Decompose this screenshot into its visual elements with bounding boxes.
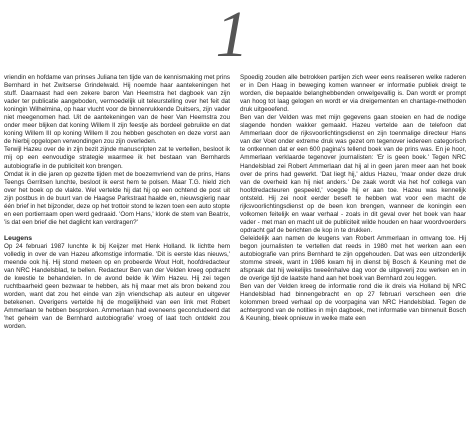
text-columns [4,74,466,331]
paragraph: Ben van der Velden was met mijn gegevens gaan stoeien en had de nodige slagende honden wakker gemaakt. Hazeu vertelde aan de telefoon dat Ammerlaan door de rijksvoorlichtingsdienst en zijn toenmalige directeur Hans van der Voet onder extreme druk was gezet om tegenover iedereen categorisch te ontkennen dat er een 600 pagina's tellend boek van de prins was. En je hoor, Ammerlaan verklaarde tegenover journalisten: 'Er is geen boek.' Tegen NRC Handelsblad zei Robert Ammerlaan dat hij al in geen jaren meer aan het boek over de prins had gewerkt. 'Dat liegt hij,' aldus Hazeu, 'maar onder deze druk van de overheid kan hij niet anders.' De zaak wordt via het hof collega van hoofdredacteuren gespeeld,' voegde hij er aan toe. Hazeu was kennelijk ontsteld. Hij zei nooit eerder beseft te hebben wat voor een macht de rijksvoorlichtingsdienst op de been kon brengen, wanneer de koningin een volkomen feitelijk en waar verhaal - zoals in dit geval over het boek van haar vader - met man en macht uit de publiciteit wilde houden en haar woordvoerders opdracht gaf de berichten de kop in te drukken. [240,114,466,234]
paragraph: Op 24 februari 1987 lunchte ik bij Keijzer met Henk Holland. Ik lichtte hem volledig in over de van Hazeu afkomstige informatie. 'Dit is eerste klas nieuws,' meende ook hij. Hij stond meteen op en probeerde Wout Holt, hoofdredacteur van NRC Handelsblad, te bellen. Redacteur Ben van der Velden kreeg opdracht de kwestie te behandelen. In de avond belde ik Wim Hazeu. Hij zei tegen ruchtbaarheid geen bezwaar te hebben, als hij maar met als bron bekend zou worden, want dat zou het einde van zijn vriendschap als auteur en uitgever betekenen. Overigens vertelde hij de mogelijkheid van een link met Robert Ammerlaan te hebben besproken. Ammerlaan had eveneens geconcludeerd dat 'het geheim van de Bernhard autobiografie' vroeg of laat toch ontdekt zou worden. [4,242,230,331]
section-heading: Leugens [4,234,33,242]
chapter-number [212,0,252,70]
left-column [4,74,230,331]
paragraph: Omdat ik in die jaren op gezette tijden met de boezemvriend van de prins, Hans Teengs Gerritsen lunchte, besloot ik eerst hem te polsen. Maar T.G. hield zich over het boek op de vlakte. Wel vertelde hij dat hij op een ochtend de post uit zijn postbus in de buurt van de Haagse Parkstraat haalde en, nieuwsgierig naar één brief in het bijzonder, deze op het trottoir stond te lezen toen een auto stopte en een portierraam open werd gedraaid. 'Oom Hans,' klonk de stem van Beatrix, 'is dat een brief die het daglicht kan verdragen?' [4,170,230,226]
paragraph: Ben van der Velden kreeg de informatie rond die ik dreis via Holland bij NRC Handelsblad had binnengebracht en op 27 februari verscheen een drie kolommen breed verhaal op de voorpagina van NRC Handelsblad. Tegen de achtergrond van de notities in mijn dagboek, met informatie van binnenuit Bosch & Keuning, bleek opnieuw in welke mate een [240,283,466,323]
paragraph: Terwijl Hazeu over de in zijn bezit zijnde manuscripten zat te vertellen, besloot ik mij op een eenvoudige strategie waarmee ik het bestaan van Bernhards autobiografie in de publiciteit kon brengen. [4,146,230,170]
paragraph: Spoedig zouden alle betrokken partijen zich weer eens realiseren welke raderen er in Den Haag in beweging komen wanneer er informatie publiek dreigt te worden, die bepaalde belanghebbenden onwelgevallig is. Dan wordt er prompt van hoog tot laag gelogen en wordt er via dreigementen en chantage-methoden druk uitgeoefend. [240,74,466,114]
paragraph: Geleidelijk aan namen de leugens van Robert Ammerlaan in omvang toe. Hij begon journalisten te vertellen dat reeds in 1980 met het werken aan een autobiografie van prins Bernhard te zijn opgehouden. Dat was een uitzonderlijk stomme streek, want in 1986 kwam hij in dienst bij Bosch & Keuning met de afspraak dat hij wekelijks tweeënhalve dag voor de uitgeverij zou werken en in de overige tijd de laatste hand aan het boek van Bernhard zou leggen. [240,234,466,283]
right-column [240,74,466,331]
chapter-number-text: 1 [215,0,249,70]
paragraph: vriendin en hofdame van prinses Juliana ten tijde van de kennismaking met prins Bernhard in het Zwitserse Grindelwald. Hij noemde haar aantekeningen het stuff. Daarnaast had een zekere baron Van Heemstra het dagboek van zijn vader ter publicatie aangeboden, vermoedelijk uit teleurstelling over het feit dat koningin Wilhelmina, op haar vlucht voor de binnenrukkende Duitsers, zijn vader niet meegenomen had. Uit de aantekeningen van de heer Van Heemstra zou onder meer blijken dat koning Willem II zijn feestje als bordeel gebruikte en dat koning Willem III op koning Willem II zou hebben geschoten en deze vorst aan de hierbij opgelopen verwondingen zou zijn overleden. [4,74,230,146]
